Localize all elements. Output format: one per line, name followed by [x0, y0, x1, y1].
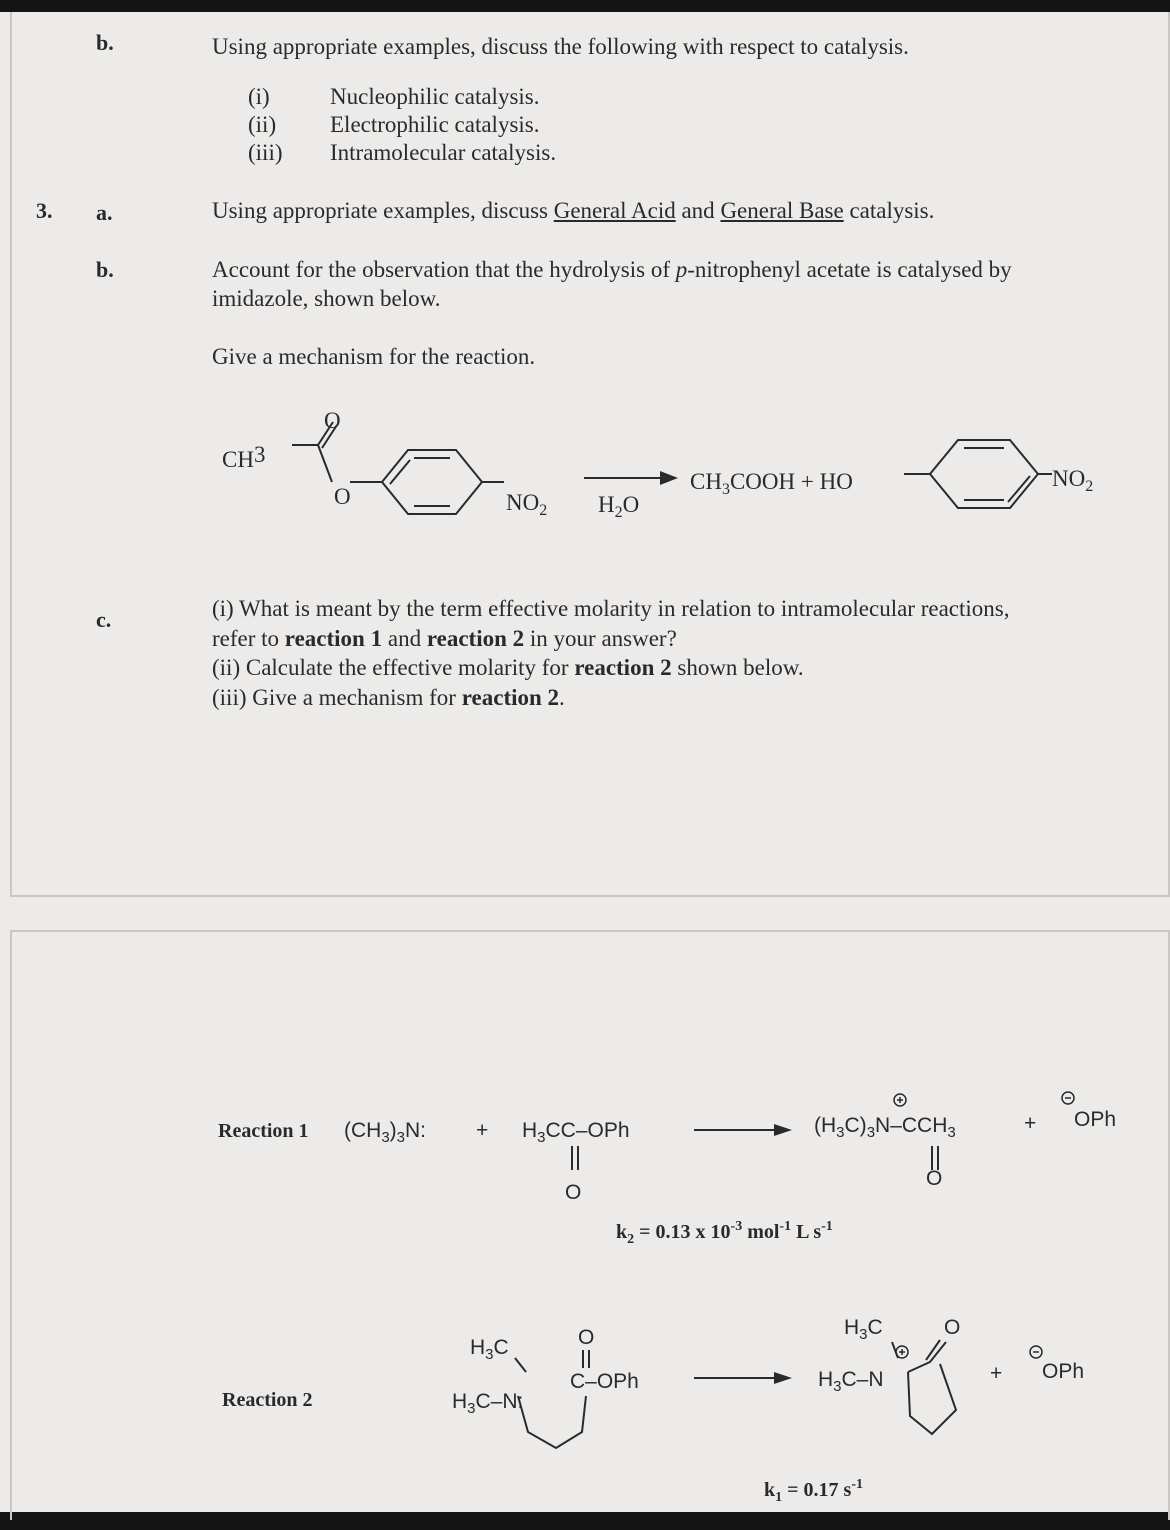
reaction1-plus: +	[476, 1119, 489, 1142]
q3c-i-post: in your answer?	[524, 626, 677, 651]
question-2b-prompt: Using appropriate examples, discuss the following with respect to catalysis.	[212, 34, 909, 59]
reaction2-carbonyl-o: O	[578, 1326, 595, 1349]
scheme-ester-o: O	[334, 484, 351, 509]
reaction2-product-amine: $H_3C-N$	[818, 1368, 884, 1395]
scheme-ch3: CH3	[222, 442, 266, 472]
reaction2-label: Reaction 2	[222, 1389, 313, 1411]
reaction2-plus: +	[990, 1362, 1003, 1385]
q3c-i-pre: refer to	[212, 626, 285, 651]
reaction1-label: Reaction 1	[218, 1120, 309, 1142]
reaction2-arrowhead	[774, 1372, 792, 1384]
reaction2-h3c-top: $H_3C$	[470, 1336, 509, 1363]
reaction1-phenoxide: OPh	[1074, 1108, 1117, 1131]
part-label-3a: a.	[96, 200, 113, 225]
reaction2-product-h3c-top: $H_3C$	[844, 1316, 883, 1343]
term-general-base: General Base	[720, 198, 844, 223]
q3b-para: p	[675, 257, 688, 282]
question-3c-i-line1: (i) What is meant by the term effective molarity in relation to intramolecular reactions,	[212, 596, 1010, 621]
scheme-no2-left: $NO_2$	[506, 490, 548, 519]
scheme-carbonyl-o: O	[324, 408, 341, 433]
reaction1-product-o: O	[926, 1167, 943, 1190]
q3c-i-reaction1: reaction 1	[284, 626, 383, 651]
reaction1-carbonyl-o: O	[565, 1181, 582, 1204]
reaction1-plus2: +	[1024, 1112, 1037, 1135]
q3b-post: -nitrophenyl acetate is catalysed by	[687, 257, 1012, 282]
item-intramolecular: Intramolecular catalysis.	[330, 140, 557, 165]
q3c-iii-reaction2: reaction 2	[461, 685, 560, 710]
roman-ii: (ii)	[248, 112, 277, 137]
roman-iii: (iii)	[248, 140, 283, 165]
reaction2-amine: $H_3C-N$:	[452, 1390, 524, 1417]
item-electrophilic: Electrophilic catalysis.	[330, 112, 540, 137]
item-nucleophilic: Nucleophilic catalysis.	[330, 84, 540, 109]
q3c-iii-post: .	[559, 685, 565, 710]
scheme-no2-right: $NO_2$	[1052, 466, 1094, 495]
reaction1-rate: $k_2 = 0.13$ x $10^{-3}$ mol$^{-1}$ L $s^{-1}$	[616, 1219, 833, 1247]
reaction1-acylammonium: $(H_3C)_3N-CCH_3$	[814, 1114, 956, 1141]
q3c-ii-post: shown below.	[671, 655, 804, 680]
part-label-2b: b.	[96, 30, 114, 55]
roman-i: (i)	[248, 84, 270, 109]
q3b-pre: Account for the observation that the hydrolysis of	[212, 257, 676, 282]
part-label-3b: b.	[96, 257, 114, 282]
reaction2-ester: C–OPh	[570, 1370, 639, 1393]
reaction1-ester: $H_3CC$–OPh	[522, 1119, 630, 1146]
q3c-ii-reaction2: reaction 2	[574, 655, 672, 680]
q3c-i-reaction2: reaction 2	[426, 626, 525, 651]
q3c-iii-pre: (iii) Give a mechanism for	[212, 685, 462, 710]
reaction2-bonds	[515, 1340, 956, 1448]
reaction-schemes	[0, 12, 1170, 1512]
reaction1-trimethylamine: $(CH_3)_3N$:	[344, 1119, 427, 1146]
reaction2-rate: $k_1 = 0.17$ $s^{-1}$	[764, 1477, 863, 1505]
q3a-post: catalysis.	[843, 198, 935, 223]
scheme-reagent-water: $H_2O$	[598, 492, 640, 521]
question-number-3: 3.	[36, 198, 53, 223]
question-3b-line2: imidazole, shown below.	[212, 286, 441, 311]
q3a-pre: Using appropriate examples, discuss	[212, 198, 554, 223]
exam-page	[0, 12, 1170, 1512]
reaction1-arrowhead	[774, 1124, 792, 1136]
term-general-acid: General Acid	[553, 198, 676, 223]
reaction2-phenoxide: OPh	[1042, 1360, 1085, 1383]
question-3b-mechanism: Give a mechanism for the reaction.	[212, 344, 536, 369]
q3c-i-and: and	[382, 626, 427, 651]
q3c-ii-pre: (ii) Calculate the effective molarity for	[212, 655, 575, 680]
part-label-3c: c.	[96, 607, 112, 632]
q3a-and: and	[675, 198, 721, 223]
reaction2-product-o: O	[944, 1316, 961, 1339]
scheme-acetic-acid: $CH_3COOH$ + HO	[690, 469, 853, 498]
